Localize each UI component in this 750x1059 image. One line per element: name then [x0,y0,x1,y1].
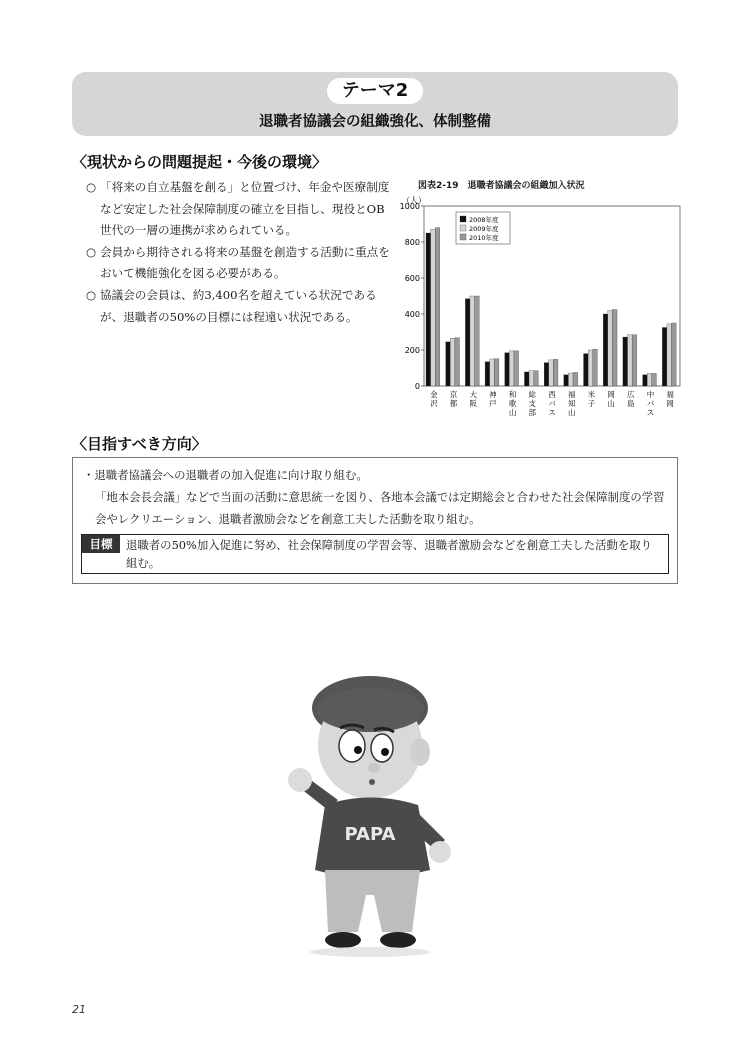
bar-2010年度-9 [612,310,617,387]
bar-2009年度-11 [647,373,652,386]
bar-2009年度-4 [509,351,514,386]
bar-2010年度-5 [534,371,539,386]
x-tick-label: 京 [449,390,458,399]
goal-tag: 目標 [82,535,120,553]
bar-2010年度-4 [514,351,519,386]
bar-2008年度-10 [623,337,628,386]
x-tick-label: 子 [587,399,596,408]
bar-2008年度-9 [603,314,608,386]
chart-title: 図表2-19 退職者協議会の組織加入状況 [418,181,585,191]
issue-bullet [86,285,396,328]
bar-2009年度-9 [608,310,613,386]
x-tick-label: 福 [666,390,674,399]
x-tick-label: 歌 [508,399,517,408]
mascot-logo: PAPA [344,824,396,845]
papa-mascot-figure [270,670,470,960]
legend-swatch [460,234,466,240]
bar-2009年度-10 [628,335,633,386]
bar-2008年度-2 [465,299,470,386]
x-tick-label: 山 [508,408,517,417]
x-tick-label: 山 [607,399,615,408]
x-tick-label: ス [646,408,655,417]
bar-2010年度-8 [593,349,598,386]
x-tick-label: 支 [528,399,537,408]
theme-label: テーマ2 [327,78,423,104]
y-axis-label: （人） [402,196,426,205]
x-tick-label: 金 [430,390,438,399]
issue-text: 「将来の自立基盤を創る」と位置づけ、年金や医療制度など安定した社会保障制度の確立を目指し、現役とOB世代の一層の連携が求められている。 [100,180,390,238]
direction-heading: 〈目指すべき方向〉 [72,435,207,453]
bar-2008年度-4 [505,353,510,386]
issues-list [86,177,396,328]
y-tick-label: 200 [404,346,420,355]
bar-2008年度-5 [524,372,529,386]
x-tick-label: バ [646,399,655,408]
x-tick-label: 阪 [469,399,477,408]
bar-2009年度-8 [588,350,593,386]
x-tick-label: 中 [646,390,655,399]
x-tick-label: 山 [567,408,576,417]
x-tick-label: 戸 [489,399,497,408]
bar-2008年度-6 [544,363,549,386]
bar-2010年度-12 [672,323,677,386]
bar-2008年度-12 [662,328,667,387]
x-tick-label: 部 [528,408,537,417]
circle-mark-icon: ○ [86,180,97,194]
x-tick-label: 福 [567,390,576,399]
bar-2008年度-0 [426,233,431,386]
legend-label: 2009年度 [469,225,499,233]
bar-2008年度-8 [584,354,589,386]
direction-line-2: 「地本会長会議」などで当面の活動に意思統一を図り、各地本会議では定期総会と合わせた社会保障制度の学習会やレクリエーション、退職者激励会などを創意工夫した活動を取り組む。 [95,490,665,526]
circle-mark-icon: ○ [86,244,97,259]
y-tick-label: 1000 [400,202,420,211]
bar-2009年度-0 [431,229,436,386]
y-tick-label: 400 [404,310,420,319]
direction-text [83,464,669,530]
bar-2010年度-7 [573,373,578,387]
y-tick-label: 0 [414,382,420,391]
x-tick-label: 神 [489,390,497,399]
bar-2010年度-10 [632,335,637,386]
x-tick-label: 知 [567,399,576,408]
x-tick-label: 広 [627,390,635,399]
x-tick-label: ス [548,408,556,417]
legend-swatch [460,216,466,222]
bar-2008年度-11 [643,375,648,386]
issue-bullet [86,242,396,285]
theme-banner [72,72,678,136]
direction-line-1: ・退職者協議会への退職者の加入促進に向け取り組む。 [83,468,368,482]
issues-heading: 〈現状からの問題提起・今後の環境〉 [72,153,328,171]
x-tick-label: 大 [469,390,477,399]
page-number: 21 [72,1003,86,1016]
issue-text: 会員から期待される将来の基盤を創造する活動に重点をおいて機能強化を図る必要がある。 [100,244,390,281]
bar-2008年度-3 [485,362,490,386]
bar-2010年度-11 [652,373,657,386]
circle-mark-icon: ○ [86,287,97,302]
bar-2009年度-12 [667,324,672,386]
direction-box [72,457,678,584]
bar-2008年度-7 [564,375,569,386]
issue-text: 協議会の会員は、約3,400名を超えている状況であるが、退職者の50%の目標には程遠い状況である。 [100,287,377,324]
goal-text: 退職者の50%加入促進に努め、社会保障制度の学習会等、退職者激励会などを創意工夫した活動を取り組む。 [126,538,653,570]
y-tick-label: 800 [404,238,420,247]
bar-2008年度-1 [446,342,451,386]
x-tick-label: 総 [528,390,537,399]
bar-2009年度-6 [549,360,554,386]
bar-2009年度-5 [529,371,534,386]
x-tick-label: 沢 [430,399,438,408]
bar-2009年度-1 [450,338,455,386]
legend-label: 2010年度 [469,234,499,242]
legend-swatch [460,225,466,231]
issue-bullet [86,177,396,242]
x-tick-label: 岡 [607,390,615,399]
x-tick-label: 米 [587,390,596,399]
x-tick-label: 島 [627,399,635,408]
x-tick-label: 西 [548,390,556,399]
x-tick-label: 和 [508,390,517,399]
y-tick-label: 600 [404,274,420,283]
bar-2009年度-2 [470,296,475,386]
theme-subtitle: 退職者協議会の組織強化、体制整備 [259,114,491,130]
bar-2009年度-7 [568,373,573,386]
x-tick-label: バ [548,399,556,408]
goal-box [81,534,669,574]
x-tick-label: 岡 [666,399,674,408]
legend-label: 2008年度 [469,216,499,224]
membership-bar-chart [400,190,690,420]
x-tick-label: 都 [449,399,458,408]
bar-2009年度-3 [490,359,495,386]
bar-2010年度-6 [553,359,558,386]
bar-2010年度-1 [455,338,460,386]
bar-2010年度-3 [494,359,499,386]
bar-2010年度-0 [435,228,440,386]
bar-2010年度-2 [475,296,480,386]
